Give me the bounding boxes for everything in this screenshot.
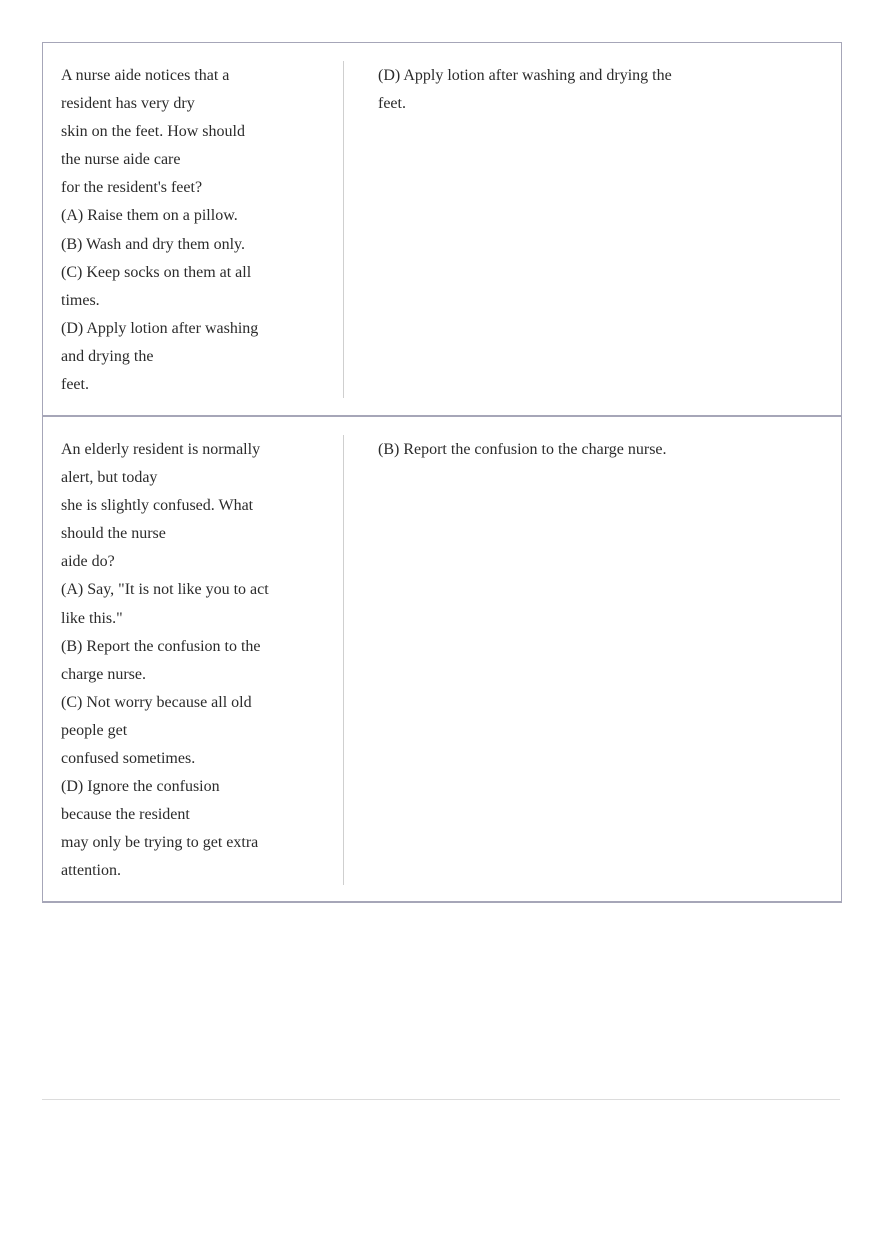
term-line: aide do? bbox=[61, 553, 115, 571]
term-line: because the resident bbox=[61, 806, 190, 824]
definition-line: (B) Report the confusion to the charge nurse. bbox=[378, 441, 667, 458]
term-line: charge nurse. bbox=[61, 665, 146, 683]
term-line: An elderly resident is normally bbox=[61, 441, 261, 458]
footer-divider bbox=[42, 1099, 840, 1100]
answer-option-c: (C) Not worry because all old bbox=[61, 693, 252, 711]
answer-option-d: (D) Apply lotion after washing bbox=[61, 319, 259, 337]
flashcard-list bbox=[42, 42, 842, 903]
answer-option-a: (A) Raise them on a pillow. bbox=[61, 207, 238, 225]
card-definition bbox=[378, 62, 708, 118]
term-line: A nurse aide notices that a bbox=[61, 67, 230, 84]
answer-option-b: (B) Wash and dry them only. bbox=[61, 235, 246, 253]
term-line: like this." bbox=[61, 609, 123, 627]
term-line: for the resident's feet? bbox=[61, 179, 203, 197]
term-line: skin on the feet. How should bbox=[61, 123, 245, 141]
definition-line: (D) Apply lotion after washing and drying the bbox=[378, 67, 672, 84]
card-term bbox=[61, 436, 293, 886]
term-line: she is slightly confused. What bbox=[61, 497, 254, 515]
term-line: people get bbox=[61, 721, 128, 739]
term-line: and drying the bbox=[61, 347, 154, 365]
term-line: attention. bbox=[61, 862, 121, 880]
card-definition bbox=[378, 436, 708, 464]
term-line: the nurse aide care bbox=[61, 151, 181, 169]
answer-option-d: (D) Ignore the confusion bbox=[61, 778, 220, 796]
term-line: resident has very dry bbox=[61, 95, 195, 113]
term-line: times. bbox=[61, 291, 100, 309]
card-divider bbox=[343, 435, 344, 885]
card-divider bbox=[343, 61, 344, 398]
flashcard bbox=[43, 417, 841, 903]
term-line: alert, but today bbox=[61, 469, 158, 487]
term-line: may only be trying to get extra bbox=[61, 834, 259, 852]
answer-option-c: (C) Keep socks on them at all bbox=[61, 263, 252, 281]
term-line: feet. bbox=[61, 376, 89, 394]
answer-option-a: (A) Say, "It is not like you to act bbox=[61, 581, 269, 599]
term-line: confused sometimes. bbox=[61, 750, 196, 768]
definition-line: feet. bbox=[378, 95, 406, 113]
answer-option-b: (B) Report the confusion to the bbox=[61, 637, 261, 655]
term-line: should the nurse bbox=[61, 525, 166, 543]
card-term bbox=[61, 62, 293, 399]
flashcard bbox=[43, 43, 841, 417]
